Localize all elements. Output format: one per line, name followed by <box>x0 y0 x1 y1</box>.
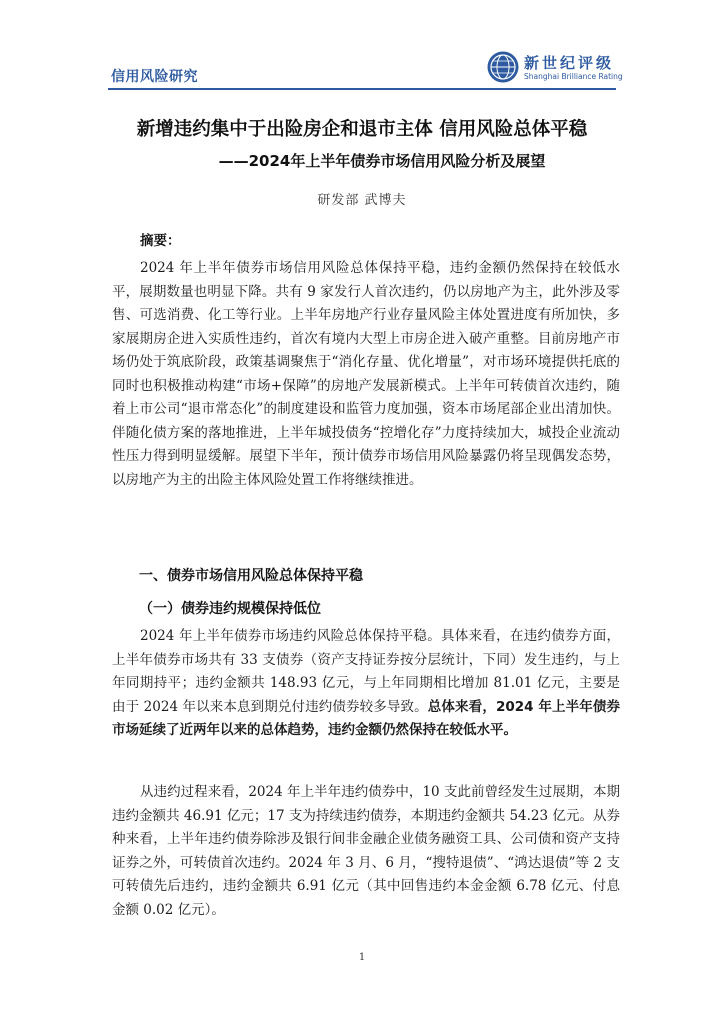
author-line: 研发部 武博夫 <box>317 193 407 208</box>
page-number: 1 <box>358 952 366 963</box>
header-divider <box>108 88 616 90</box>
document-subtitle: ——2024年上半年债券市场信用风险分析及展望 <box>218 152 546 170</box>
body-paragraph-1 <box>112 625 620 743</box>
body-paragraph-2: 从违约过程来看，2024 年上半年违约债券中，10 支此前曾经发生过展期，本期违约金额共 46.91 亿元；17 支为持续违约债券，本期违约金额共 54.23 亿元。从券种来看，上半年违约债券除涉及银行间非金融企业债务融资工具、公司债和资产支持证券之外，可转债首次违约。2024 年 3 月、6 月，“搜特退债”、“鸿达退债”等 2 支可转债先后违约，违约金额共 6.91 亿元（其中回售违约本金金额 6.78 亿元、付息金额 0.02 亿元）。 <box>112 784 620 918</box>
page-header <box>0 0 724 95</box>
document-title: 新增违约集中于出险房企和退市主体 信用风险总体平稳 <box>136 119 588 140</box>
section-title: 信用风险研究 <box>111 69 198 85</box>
globe-logo-icon <box>486 50 520 84</box>
section-heading-1: 一、债券市场信用风险总体保持平稳 <box>139 568 363 584</box>
logo-text-cn: 新世纪评级 <box>524 54 615 72</box>
abstract-label: 摘要： <box>140 233 181 249</box>
abstract-paragraph: 2024 年上半年债券市场信用风险总体保持平稳，违约金额仍然保持在较低水平，展期数量也明显下降。共有 9 家发行人首次违约，仍以房地产为主，此外涉及零售、可选消费、化工等行业。上半年房地产行业存量风险主体处置进度有所加快，多家展期房企进入实质性违约，首次有境内大型上市房企进入破产重整。目前房地产市场仍处于筑底阶段，政策基调聚焦于“消化存量、优化增量”，对市场环境提供托底的同时也积极推动构建“市场+保障”的房地产发展新模式。上半年可转债首次违约，随着上市公司“退市常态化”的制度建设和监管力度加强，资本市场尾部企业出清加快。伴随化债方案的落地推进，上半年城投债务“控增化存”力度持续加大，城投企业流动性压力得到明显缓解。展望下半年，预计债券市场信用风险暴露仍将呈现偶发态势，以房地产为主的出险主体风险处置工作将继续推进。 <box>112 260 620 488</box>
company-logo <box>486 50 626 84</box>
paragraph-1-bold-text: 总体来看，2024 年上半年债券市场延续了近两年以来的总体趋势，违约金额仍然保持在较低水平。 <box>112 698 620 738</box>
logo-text-en: Shanghai Brilliance Rating <box>524 72 623 81</box>
subsection-heading-1-1: （一）债券违约规模保持低位 <box>139 601 321 617</box>
paragraph-1-text: 2024 年上半年债券市场违约风险总体保持平稳。具体来看，在违约债券方面，上半年债券市场共有 33 支债券（资产支持证券按分层统计，下同）发生违约，与上年同期持平；违约金额共 148.93 亿元，与上年同期相比增加 81.01 亿元，主要是由于 2024 年以来本息到期兑付违约债券较多导致。 <box>112 628 620 715</box>
